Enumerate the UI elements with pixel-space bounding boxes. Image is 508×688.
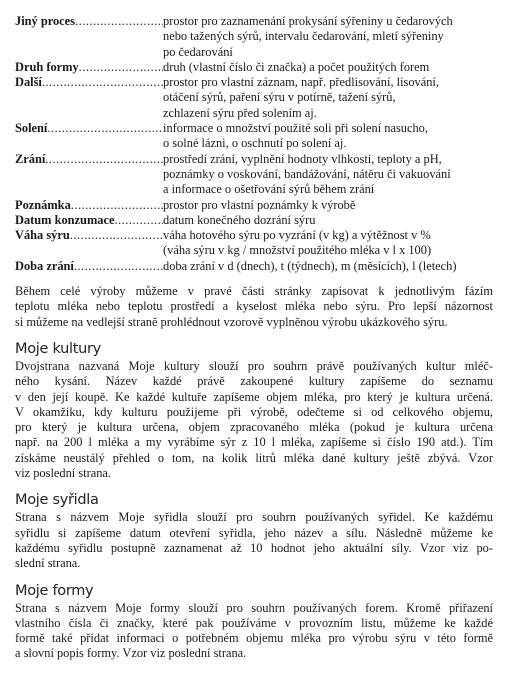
paragraph-line: Strana s názvem Moje formy slouží pro souhrn používaných forem. Kromě přiřazení	[15, 600, 493, 615]
description-line: zchlazení sýru před solením aj.	[163, 105, 317, 120]
sections	[15, 340, 493, 662]
definition-row	[15, 152, 493, 198]
term-label: Váha sýru	[15, 228, 70, 243]
description-line: o solné lázni, o oschnutí po solení aj.	[163, 136, 347, 151]
section-paragraph	[15, 510, 493, 571]
description-line: poznámky o voskování, bandážování, nátěru či vakuování	[163, 166, 451, 181]
definition-description	[163, 152, 493, 198]
definition-row	[15, 121, 493, 152]
paragraph-line: formě také přidat informaci o potřebném objemu mléka pro výrobu sýru v této formě	[15, 631, 493, 646]
paragraph-line: teplotu mléka nebo teplotu prostředí a kyselost mléka nebo sýru. Pro lepší názornost	[15, 299, 493, 314]
term-label: Další	[15, 75, 42, 90]
dot-leader	[71, 198, 163, 213]
term-label: Solení	[15, 121, 48, 136]
definition-description	[163, 14, 493, 60]
paragraph-line: Strana s názvem Moje syřidla slouží pro souhrn používaných syřidel. Ke každému	[15, 510, 493, 525]
description-line: prostor pro vlastní poznámky k výrobě	[163, 197, 356, 212]
definition-row	[15, 198, 493, 213]
paragraph-line: v den její koupě. Ke každé kultuře zapíšeme objem mléka, pro který je kultura určená.	[15, 389, 493, 404]
definition-term	[15, 75, 163, 121]
term-label: Druh formy	[15, 59, 79, 74]
description-line: váha hotového sýru po vyzrání (v kg) a výtěžnost v %	[163, 228, 431, 243]
paragraph-line: každému syřidlu postupně zaznamenat až 10 hodnot jeho aktuální síly. Vzor viz po-	[15, 540, 493, 555]
paragraph-line: V okamžiku, kdy kulturu použijeme při výrobě, odečteme si od celkového objemu,	[15, 404, 493, 419]
term-label: Jiný proces	[15, 14, 76, 28]
description-line: prostor pro zaznamenání prokysání sýřeniny u čedarových	[163, 14, 453, 28]
term-label: Poznámka	[15, 197, 71, 212]
term-label: Doba zrání	[15, 258, 74, 273]
paragraph-line: Dvojstrana nazvaná Moje kultury slouží pro souhrn právě používaných kultur mléč-	[15, 358, 493, 373]
definition-description	[163, 228, 493, 259]
definition-description	[163, 198, 493, 213]
description-line: informace o množství použité soli při solení nasucho,	[163, 121, 428, 136]
dot-leader	[45, 152, 163, 167]
description-line: nebo tažených sýrů, intervalu čedarování, mletí sýřeniny	[163, 29, 444, 44]
description-line: druh (vlastní číslo či značka) a počet použitých forem	[163, 59, 430, 74]
dot-leader	[74, 259, 163, 274]
paragraph-line: Během celé výroby můžeme v pravé části stránky zapisovat k jednotlivým fázím	[15, 284, 493, 299]
intro-paragraph	[15, 284, 493, 330]
definition-description	[163, 259, 493, 274]
dot-leader	[79, 60, 163, 75]
definition-term	[15, 60, 163, 75]
paragraph-line: ného kysání. Název každé právě zakoupené kultury zapíšeme do seznamu	[15, 374, 493, 389]
section-heading: Moje syřidla	[15, 492, 99, 509]
description-line: otáčení sýrů, paření sýru v potírně, tažení sýrů,	[163, 90, 396, 105]
paragraph-line: viz poslední strana.	[15, 466, 112, 481]
description-line: a informace o ošetřování sýrů během zrání	[163, 182, 375, 197]
dot-leader	[75, 14, 163, 29]
definition-row	[15, 228, 493, 259]
description-line: doba zrání v d (dnech), t (týdnech), m (měsících), l (letech)	[163, 258, 457, 273]
description-line: prostředí zrání, vyplnění hodnoty vlhkosti, teploty a pH,	[163, 151, 442, 166]
term-label: Datum konzumace	[15, 212, 115, 227]
document-page	[15, 14, 493, 662]
paragraph-line: si můžeme na vedlejší straně prohlédnout vzorově vyplněnou výrobu ukázkového sýru.	[15, 314, 448, 329]
definition-description	[163, 121, 493, 152]
definition-term	[15, 259, 163, 274]
definition-list	[15, 14, 493, 274]
definition-description	[163, 60, 493, 75]
paragraph-line: vlastního čísla či značky, které pak používáme v provozním listu, můžeme ke každé	[15, 615, 493, 630]
definition-term	[15, 213, 163, 228]
definition-term	[15, 121, 163, 152]
definition-term	[15, 152, 163, 198]
definition-row	[15, 213, 493, 228]
paragraph-line: pro který je kultura určena, objem zpracovaného mléka (pokud je kultura určena	[15, 420, 493, 435]
definition-term	[15, 14, 163, 60]
section-paragraph	[15, 601, 493, 662]
section-heading: Moje formy	[15, 582, 94, 599]
description-line: po čedarování	[163, 44, 233, 59]
definition-description	[163, 75, 493, 121]
description-line: datum konečného dozrání sýru	[163, 212, 316, 227]
description-line: (váha sýru v kg / množství použitého mléka v l x 100)	[163, 243, 432, 258]
definition-row	[15, 75, 493, 121]
term-label: Zrání	[15, 151, 46, 166]
section-paragraph	[15, 359, 493, 481]
dot-leader	[42, 75, 163, 90]
definition-row	[15, 259, 493, 274]
definition-term	[15, 198, 163, 213]
paragraph-line: slední strana.	[15, 556, 81, 571]
dot-leader	[114, 213, 163, 228]
definition-row	[15, 60, 493, 75]
paragraph-line: získáme neustálý přehled o tom, na kolik litrů mléka dané kultury ještě zbývá. Vzor	[15, 450, 493, 465]
paragraph-line: např. na 200 l mléka a my vyrábíme sýr z 10 l mléka, zapíšeme si číslo 190 atd.). Tím	[15, 435, 493, 450]
definition-term	[15, 228, 163, 259]
definition-description	[163, 213, 493, 228]
definition-row	[15, 14, 493, 60]
paragraph-line: a slovní popis formy. Vzor viz poslední strana.	[15, 646, 247, 661]
paragraph-line: syřidlu si zapíšeme datum otevření syřidla, jeho název a sílu. Následně můžeme ke	[15, 525, 493, 540]
dot-leader	[70, 228, 163, 243]
section-heading: Moje kultury	[15, 340, 101, 357]
dot-leader	[47, 121, 163, 136]
description-line: prostor pro vlastní záznam, např. předlisování, lisování,	[163, 75, 439, 90]
